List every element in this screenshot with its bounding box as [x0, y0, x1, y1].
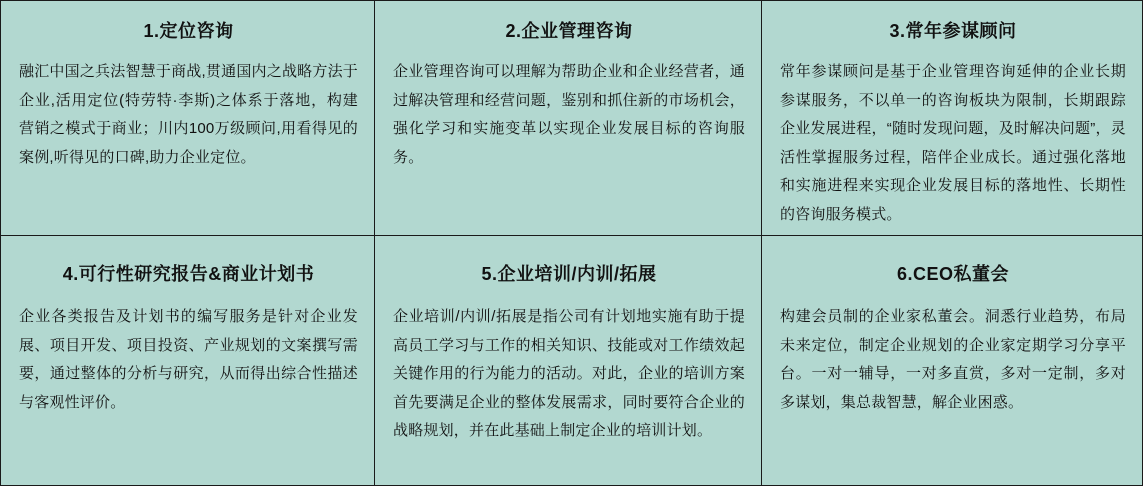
service-card-body: 构建会员制的企业家私董会。洞悉行业趋势，布局未来定位，制定企业规划的企业家定期学习分享平台。一对一辅导，一对多直赏，多对一定制，多对多谋划，集总裁智慧，解企业困惑。 — [780, 308, 1126, 411]
service-card-6 — [762, 236, 1143, 486]
service-card-body: 企业培训/内训/拓展是指公司有计划地实施有助于提高员工学习与工作的相关知识、技能或对工作绩效起关键作用的行为能力的活动。对此，企业的培训方案首先要满足企业的整体发展需求，同时要符合企业的战略规划，并在此基础上制定企业的培训计划。 — [393, 308, 745, 440]
service-card-title: 6.CEO私董会 — [896, 264, 1010, 284]
service-card-title: 5.企业培训/内训/拓展 — [481, 264, 657, 284]
service-card-body: 企业各类报告及计划书的编写服务是针对企业发展、项目开发、项目投资、产业规划的文案撰写需要，通过整体的分析与研究，从而得出综合性描述与客观性评价。 — [19, 308, 358, 411]
service-card-body: 融汇中国之兵法智慧于商战,贯通国内之战略方法于企业,活用定位(特劳特·李斯)之体系于落地，构建营销之模式于商业；川内100万级顾问,用看得见的案例,听得见的口碑,助力企业定位。 — [19, 63, 358, 166]
service-card-4 — [0, 236, 375, 486]
service-card-2 — [375, 0, 762, 236]
service-card-body: 常年参谋顾问是基于企业管理咨询延伸的企业长期参谋服务，不以单一的咨询板块为限制，长期跟踪企业发展进程，“随时发现问题，及时解决问题”，灵活性掌握服务过程，陪伴企业成长。通过强化落地和实施进程来实现企业发展目标的落地性、长期性的咨询服务模式。 — [780, 63, 1126, 223]
service-card-title: 4.可行性研究报告&商业计划书 — [62, 264, 315, 284]
service-card-1 — [0, 0, 375, 236]
service-card-title: 1.定位咨询 — [143, 21, 234, 41]
service-card-title: 2.企业管理咨询 — [505, 21, 633, 41]
service-card-body: 企业管理咨询可以理解为帮助企业和企业经营者，通过解决管理和经营问题，鉴别和抓住新的市场机会，强化学习和实施变革以实现企业发展目标的咨询服务。 — [393, 63, 745, 166]
service-card-3 — [762, 0, 1143, 236]
service-card-title: 3.常年参谋顾问 — [889, 21, 1017, 41]
service-card-5 — [375, 236, 762, 486]
